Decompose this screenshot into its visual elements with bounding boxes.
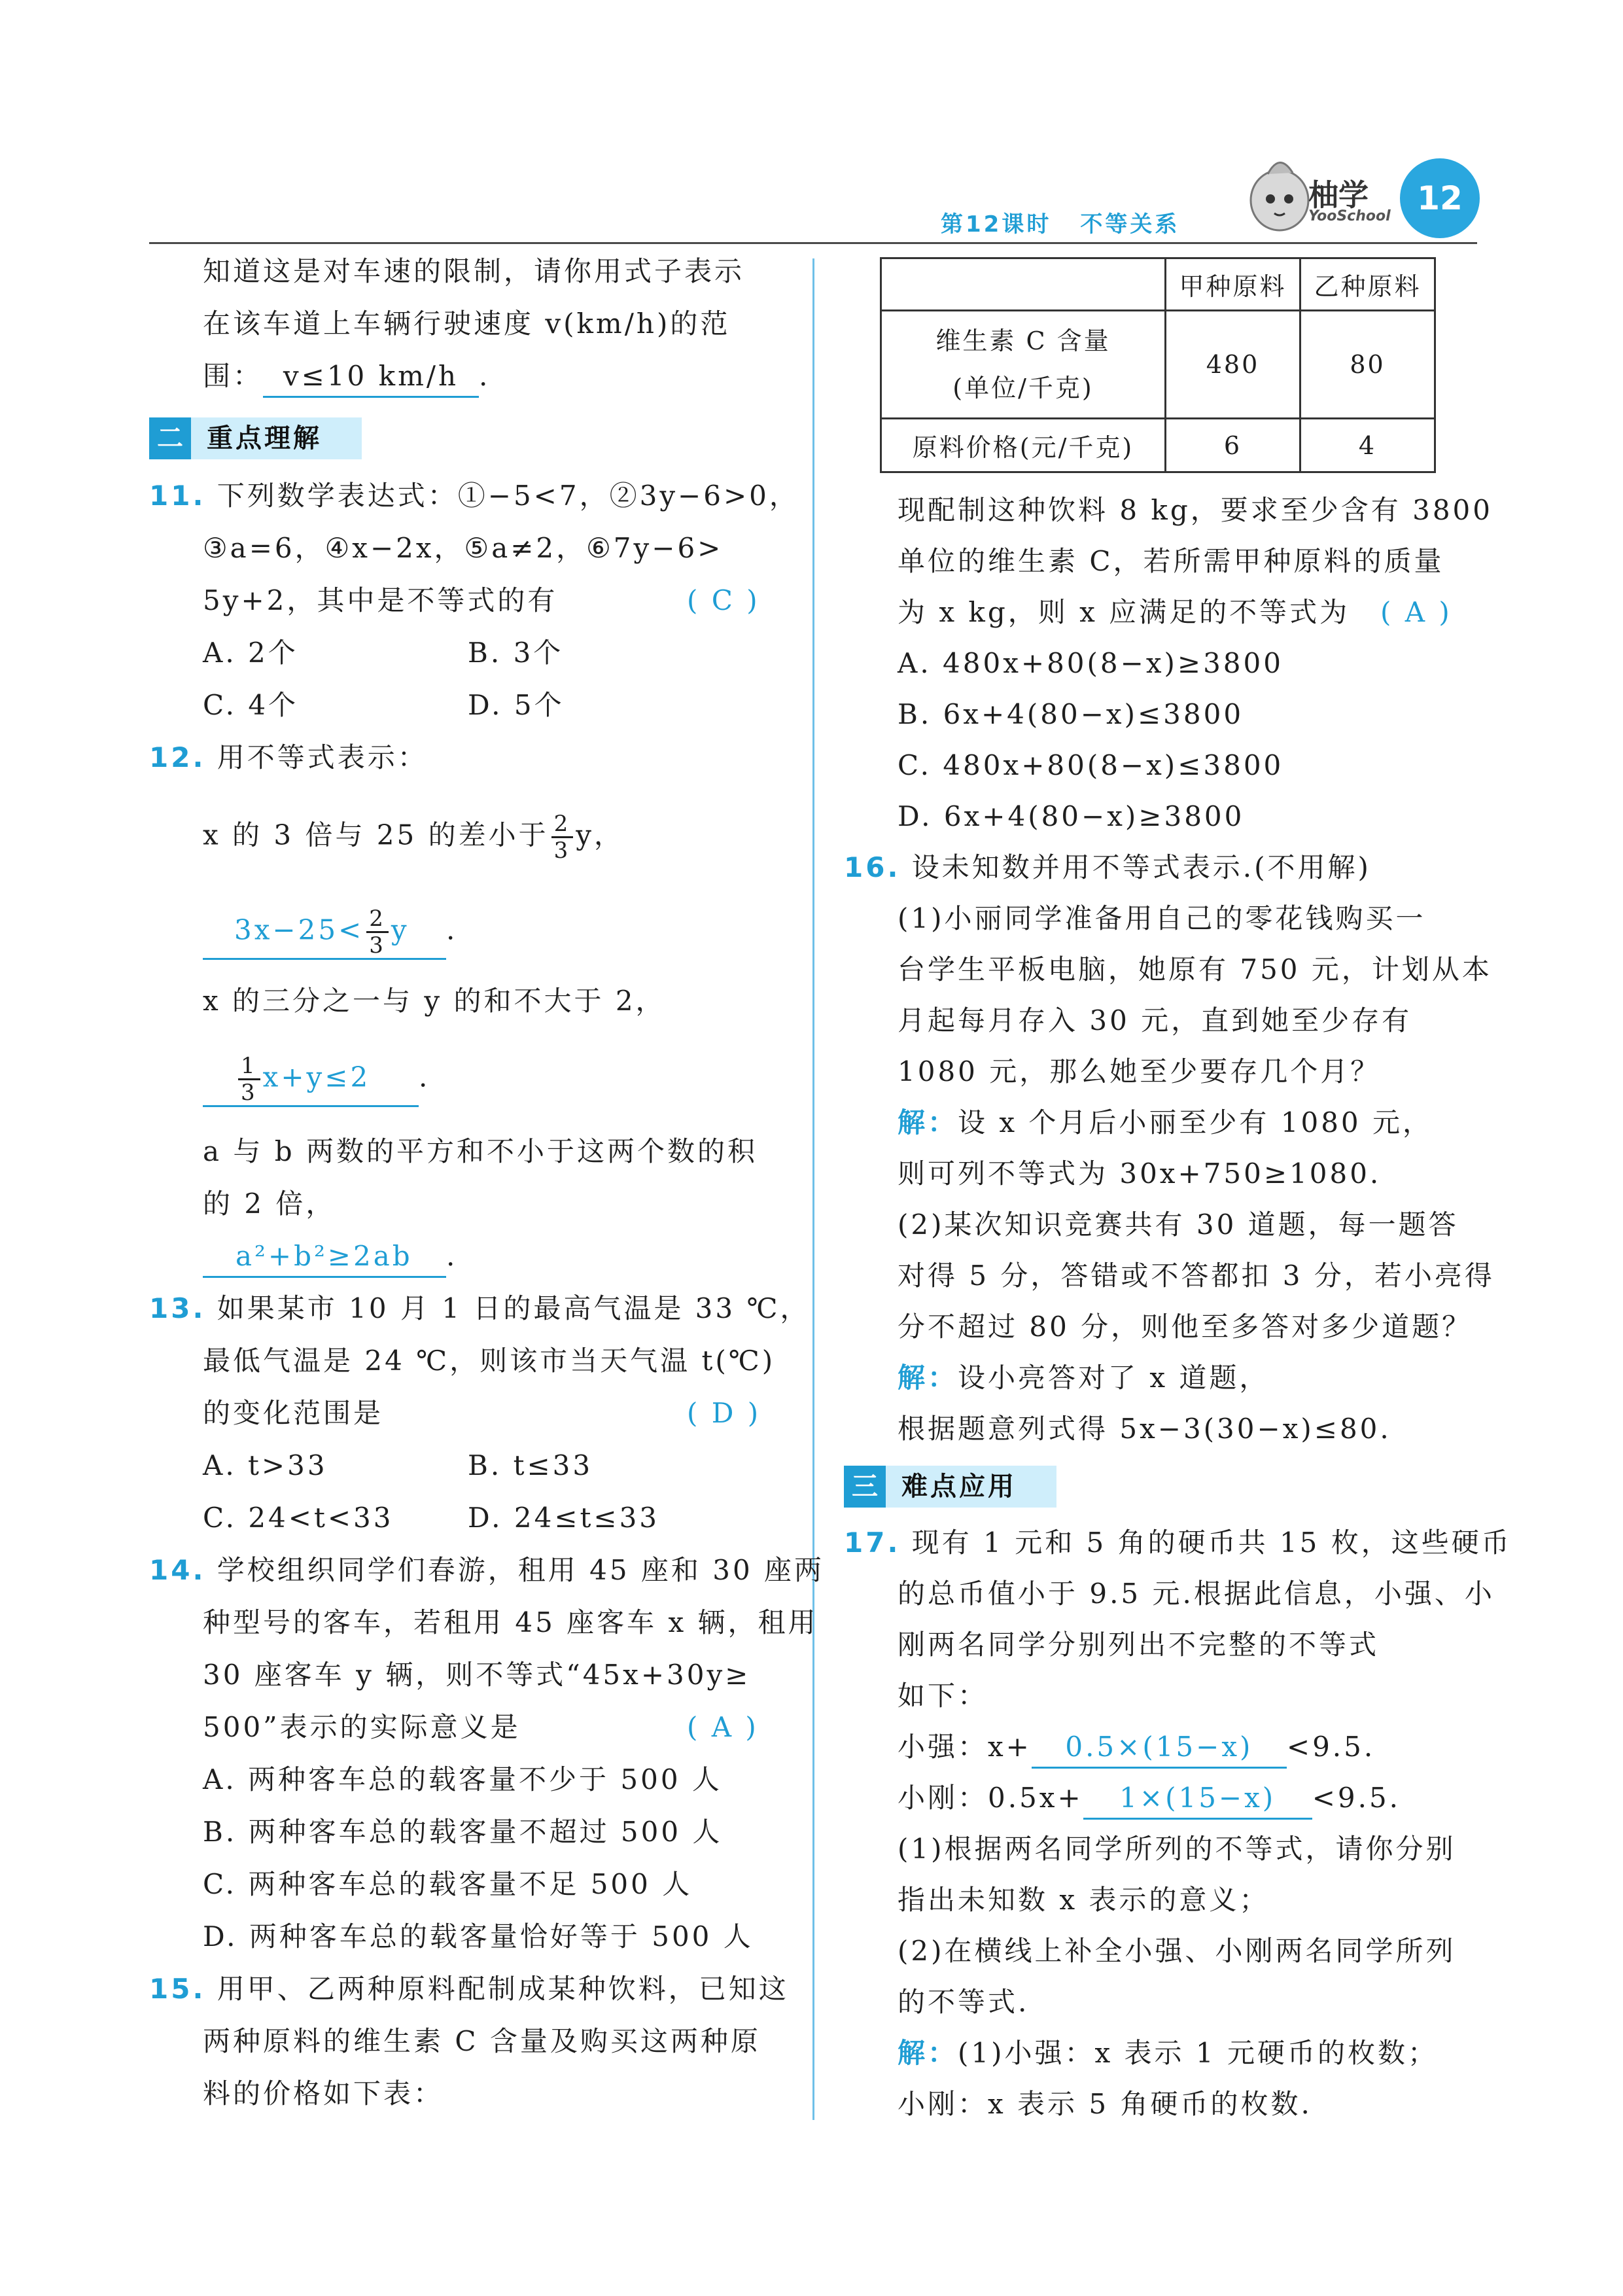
q16-text: 设未知数并用不等式表示.(不用解)	[911, 851, 1371, 883]
question-number: 11.	[149, 480, 206, 512]
q16-1-line-3: 月起每月存入 30 元，直到她至少存有	[898, 1004, 1412, 1036]
q11-text: 下列数学表达式：①−5<7，②3y−6>0，	[217, 480, 799, 512]
solution-text: (1)小强：x 表示 1 元硬币的枚数；	[958, 2037, 1438, 2069]
q12-b-answer	[203, 1053, 419, 1107]
q14-line-1	[149, 1551, 824, 1590]
vitamin-price-table	[880, 257, 1436, 473]
q11-answer: ( C )	[687, 584, 760, 616]
q16-2-solution-1	[898, 1358, 1269, 1398]
table-header-jia: 甲种原料	[1166, 258, 1300, 311]
section-title: 重点理解	[207, 423, 322, 453]
q17-text: 现有 1 元和 5 角的硬币共 15 枚，这些硬币	[911, 1527, 1512, 1559]
q15-line-6: 为 x kg，则 x 应满足的不等式为	[898, 596, 1350, 628]
lesson-number: 第12课时	[941, 211, 1052, 238]
xiaoqiang-prefix: 小强：x+	[898, 1731, 1032, 1763]
q11-option-a: A. 2个	[203, 637, 298, 669]
fraction-two-thirds	[551, 811, 574, 863]
cont-line-2: 在该车道上车辆行驶速度 v(km/h)的范	[203, 308, 731, 340]
q12-a-tail: y，	[576, 819, 624, 851]
table-cell: 4	[1300, 419, 1435, 472]
section-difficult-application	[844, 1466, 1056, 1508]
q17-1-line-1: (1)根据两名同学所列的不等式，请你分别	[898, 1833, 1456, 1865]
q17-line-1	[844, 1523, 1512, 1563]
q12-a-answer-line	[203, 906, 457, 960]
q16-1-solution-1	[898, 1103, 1433, 1142]
q17-solution-2: 小刚：x 表示 5 角硬币的枚数.	[898, 2088, 1312, 2120]
fraction-numerator: 1	[238, 1053, 260, 1080]
answer-speed: v≤10 km/h	[263, 357, 479, 398]
column-divider	[812, 258, 814, 2120]
q12-line-1	[149, 738, 428, 777]
table-cell: 480	[1166, 311, 1300, 419]
table-cell: 80	[1300, 311, 1435, 419]
xiaogang-suffix: <9.5.	[1312, 1782, 1401, 1814]
q16-2-line-3: 分不超过 80 分，则他至多答对多少道题？	[898, 1311, 1473, 1343]
question-number: 12.	[149, 741, 206, 773]
q16-1-line-2: 台学生平板电脑，她原有 750 元，计划从本	[898, 953, 1492, 985]
q16-2-solution-2: 根据题意列式得 5x−3(30−x)≤80.	[898, 1413, 1391, 1445]
q14-text: 学校组织同学们春游，租用 45 座和 30 座两	[217, 1554, 825, 1586]
question-number: 15.	[149, 1973, 206, 2005]
fraction-denominator: 3	[369, 932, 386, 959]
q12-c-answer-line	[203, 1237, 457, 1278]
question-number: 13.	[149, 1292, 206, 1324]
q16-line-1	[844, 848, 1371, 887]
q12-a-answer-tail: y	[391, 913, 410, 946]
q14-line-4: 500”表示的实际意义是	[203, 1711, 521, 1743]
q16-2-line-1: (2)某次知识竞赛共有 30 道题，每一题答	[898, 1209, 1459, 1241]
solution-label: 解：	[898, 2037, 958, 2069]
q13-option-c: C. 24<t<33	[203, 1502, 394, 1534]
xiaoqiang-answer: 0.5×(15−x)	[1032, 1727, 1287, 1769]
brand-name: 柚学	[1308, 177, 1369, 213]
table-row-label-price: 原料价格(元/千克)	[881, 419, 1166, 472]
q13-option-d: D. 24≤t≤33	[468, 1502, 660, 1534]
period: .	[446, 913, 458, 946]
q14-option-c: C. 两种客车总的载客量不足 500 人	[203, 1868, 693, 1900]
q17-xiaoqiang-line	[898, 1727, 1375, 1769]
q15-line-1	[149, 1969, 789, 2009]
q16-1-line-4: 1080 元，那么她至少要存几个月？	[898, 1055, 1381, 1087]
cont-line-1: 知道这是对车速的限制，请你用式子表示	[203, 255, 745, 287]
section-number: 二	[149, 417, 191, 459]
question-number: 14.	[149, 1554, 206, 1586]
q15-option-d: D. 6x+4(80−x)≥3800	[898, 800, 1245, 832]
q12-part-c-line-2: 的 2 倍，	[203, 1188, 336, 1220]
question-number: 16.	[844, 851, 901, 883]
q13-text: 如果某市 10 月 1 日的最高气温是 33 ℃，	[217, 1292, 811, 1324]
xiaoqiang-suffix: <9.5.	[1286, 1731, 1376, 1763]
q11-option-c: C. 4个	[203, 689, 299, 721]
q12-a-answer-pre: 3x−25<	[234, 913, 364, 946]
q12-part-c-line-1: a 与 b 两数的平方和不小于这两个数的积	[203, 1135, 758, 1167]
solution-label: 解：	[898, 1106, 958, 1139]
period: .	[419, 1061, 430, 1093]
q12-a-answer	[203, 906, 446, 960]
q17-solution-1	[898, 2034, 1438, 2073]
q11-option-d: D. 5个	[468, 689, 565, 721]
q11-line-3: 5y+2，其中是不等式的有	[203, 584, 558, 616]
q15-line-3: 料的价格如下表：	[203, 2077, 444, 2110]
q17-2-line-2: 的不等式.	[898, 1986, 1030, 2018]
q17-xiaogang-line	[898, 1778, 1401, 1820]
lesson-header	[941, 206, 1208, 238]
q17-line-2: 的总币值小于 9.5 元.根据此信息，小强、小	[898, 1578, 1495, 1610]
table-cell: 6	[1166, 419, 1300, 472]
q12-b-answer-line	[203, 1053, 430, 1107]
xiaogang-answer: 1×(15−x)	[1083, 1778, 1312, 1820]
q15-text: 用甲、乙两种原料配制成某种饮料，已知这	[217, 1973, 789, 2005]
q11-line-2: ③a=6，④x−2x，⑤a≠2，⑥7y−6>	[203, 532, 724, 564]
q16-2-line-2: 对得 5 分，答错或不答都扣 3 分，若小亮得	[898, 1260, 1495, 1292]
q15-option-b: B. 6x+4(80−x)≤3800	[898, 698, 1244, 730]
table-row-label-vitamin	[881, 311, 1166, 419]
fraction-denominator: 3	[553, 838, 571, 864]
xiaogang-prefix: 小刚：0.5x+	[898, 1782, 1083, 1814]
fraction-numerator: 2	[366, 906, 389, 933]
q13-option-a: A. t>33	[203, 1449, 328, 1481]
fraction-numerator: 2	[551, 811, 574, 838]
q17-2-line-1: (2)在横线上补全小强、小刚两名同学所列	[898, 1935, 1456, 1967]
q14-option-d: D. 两种客车总的载客量恰好等于 500 人	[203, 1920, 754, 1952]
q13-line-3: 的变化范围是	[203, 1397, 384, 1429]
q12-part-a	[203, 811, 624, 863]
q15-line-2: 两种原料的维生素 C 含量及购买这两种原	[203, 2025, 761, 2057]
lesson-topic: 不等关系	[1080, 211, 1180, 238]
q11-line-1	[149, 476, 799, 516]
q17-1-line-2: 指出未知数 x 表示的意义；	[898, 1884, 1270, 1916]
q14-answer: ( A )	[687, 1711, 759, 1743]
q15-line-5: 单位的维生素 C，若所需甲种原料的质量	[898, 545, 1444, 577]
fraction-two-thirds	[366, 906, 389, 958]
q13-answer: ( D )	[687, 1397, 761, 1429]
q16-1-line-1: (1)小丽同学准备用自己的零花钱购买一	[898, 902, 1426, 934]
q13-line-1	[149, 1289, 810, 1328]
q14-line-2: 种型号的客车，若租用 45 座客车 x 辆，租用	[203, 1606, 818, 1638]
q12-text: 用不等式表示：	[217, 741, 428, 773]
q12-b-answer-tail: x+y≤2	[262, 1061, 371, 1093]
fraction-one-third	[238, 1053, 260, 1105]
solution-text: 设小亮答对了 x 道题，	[958, 1362, 1270, 1394]
q17-line-3: 刚两名同学分别列出不完整的不等式	[898, 1629, 1380, 1661]
table-corner-cell	[881, 258, 1166, 311]
page-number-badge: 12	[1400, 158, 1480, 238]
cont-line-3-end: .	[479, 360, 491, 392]
row-label-line-1: 维生素 C 含量	[935, 327, 1111, 355]
q13-line-2: 最低气温是 24 ℃，则该市当天气温 t(℃)	[203, 1345, 776, 1377]
fraction-denominator: 3	[241, 1080, 258, 1106]
cont-line-3	[203, 357, 490, 398]
period: .	[446, 1240, 458, 1272]
row-label-line-2: (单位/千克)	[952, 374, 1094, 402]
solution-text: 设 x 个月后小丽至少有 1080 元，	[958, 1106, 1433, 1139]
header-rule	[149, 242, 1477, 244]
q15-line-4: 现配制这种饮料 8 kg，要求至少含有 3800	[898, 494, 1493, 526]
q15-option-a: A. 480x+80(8−x)≥3800	[898, 647, 1283, 679]
q16-1-solution-2: 则可列不等式为 30x+750≥1080.	[898, 1157, 1382, 1190]
q14-option-b: B. 两种客车总的载客量不超过 500 人	[203, 1816, 723, 1848]
q13-option-b: B. t≤33	[468, 1449, 593, 1481]
q15-answer: ( A )	[1380, 596, 1452, 628]
q14-line-3: 30 座客车 y 辆，则不等式“45x+30y≥	[203, 1659, 751, 1691]
q14-option-a: A. 两种客车总的载客量不少于 500 人	[203, 1763, 722, 1795]
question-number: 17.	[844, 1527, 901, 1559]
q12-a-text: x 的 3 倍与 25 的差小于	[203, 819, 549, 851]
q15-option-c: C. 480x+80(8−x)≤3800	[898, 749, 1284, 781]
solution-label: 解：	[898, 1362, 958, 1394]
table-header-yi: 乙种原料	[1300, 258, 1435, 311]
cont-line-3-prefix: 围：	[203, 360, 264, 392]
q12-c-answer: a²+b²≥2ab	[203, 1237, 446, 1278]
section-key-understanding	[149, 417, 362, 459]
section-title: 难点应用	[901, 1472, 1017, 1502]
q11-option-b: B. 3个	[468, 637, 564, 669]
q12-part-b: x 的三分之一与 y 的和不大于 2，	[203, 985, 666, 1017]
q17-line-4: 如下：	[898, 1680, 988, 1712]
brand-subtitle: YooSchool	[1308, 208, 1391, 224]
section-number: 三	[844, 1466, 886, 1508]
